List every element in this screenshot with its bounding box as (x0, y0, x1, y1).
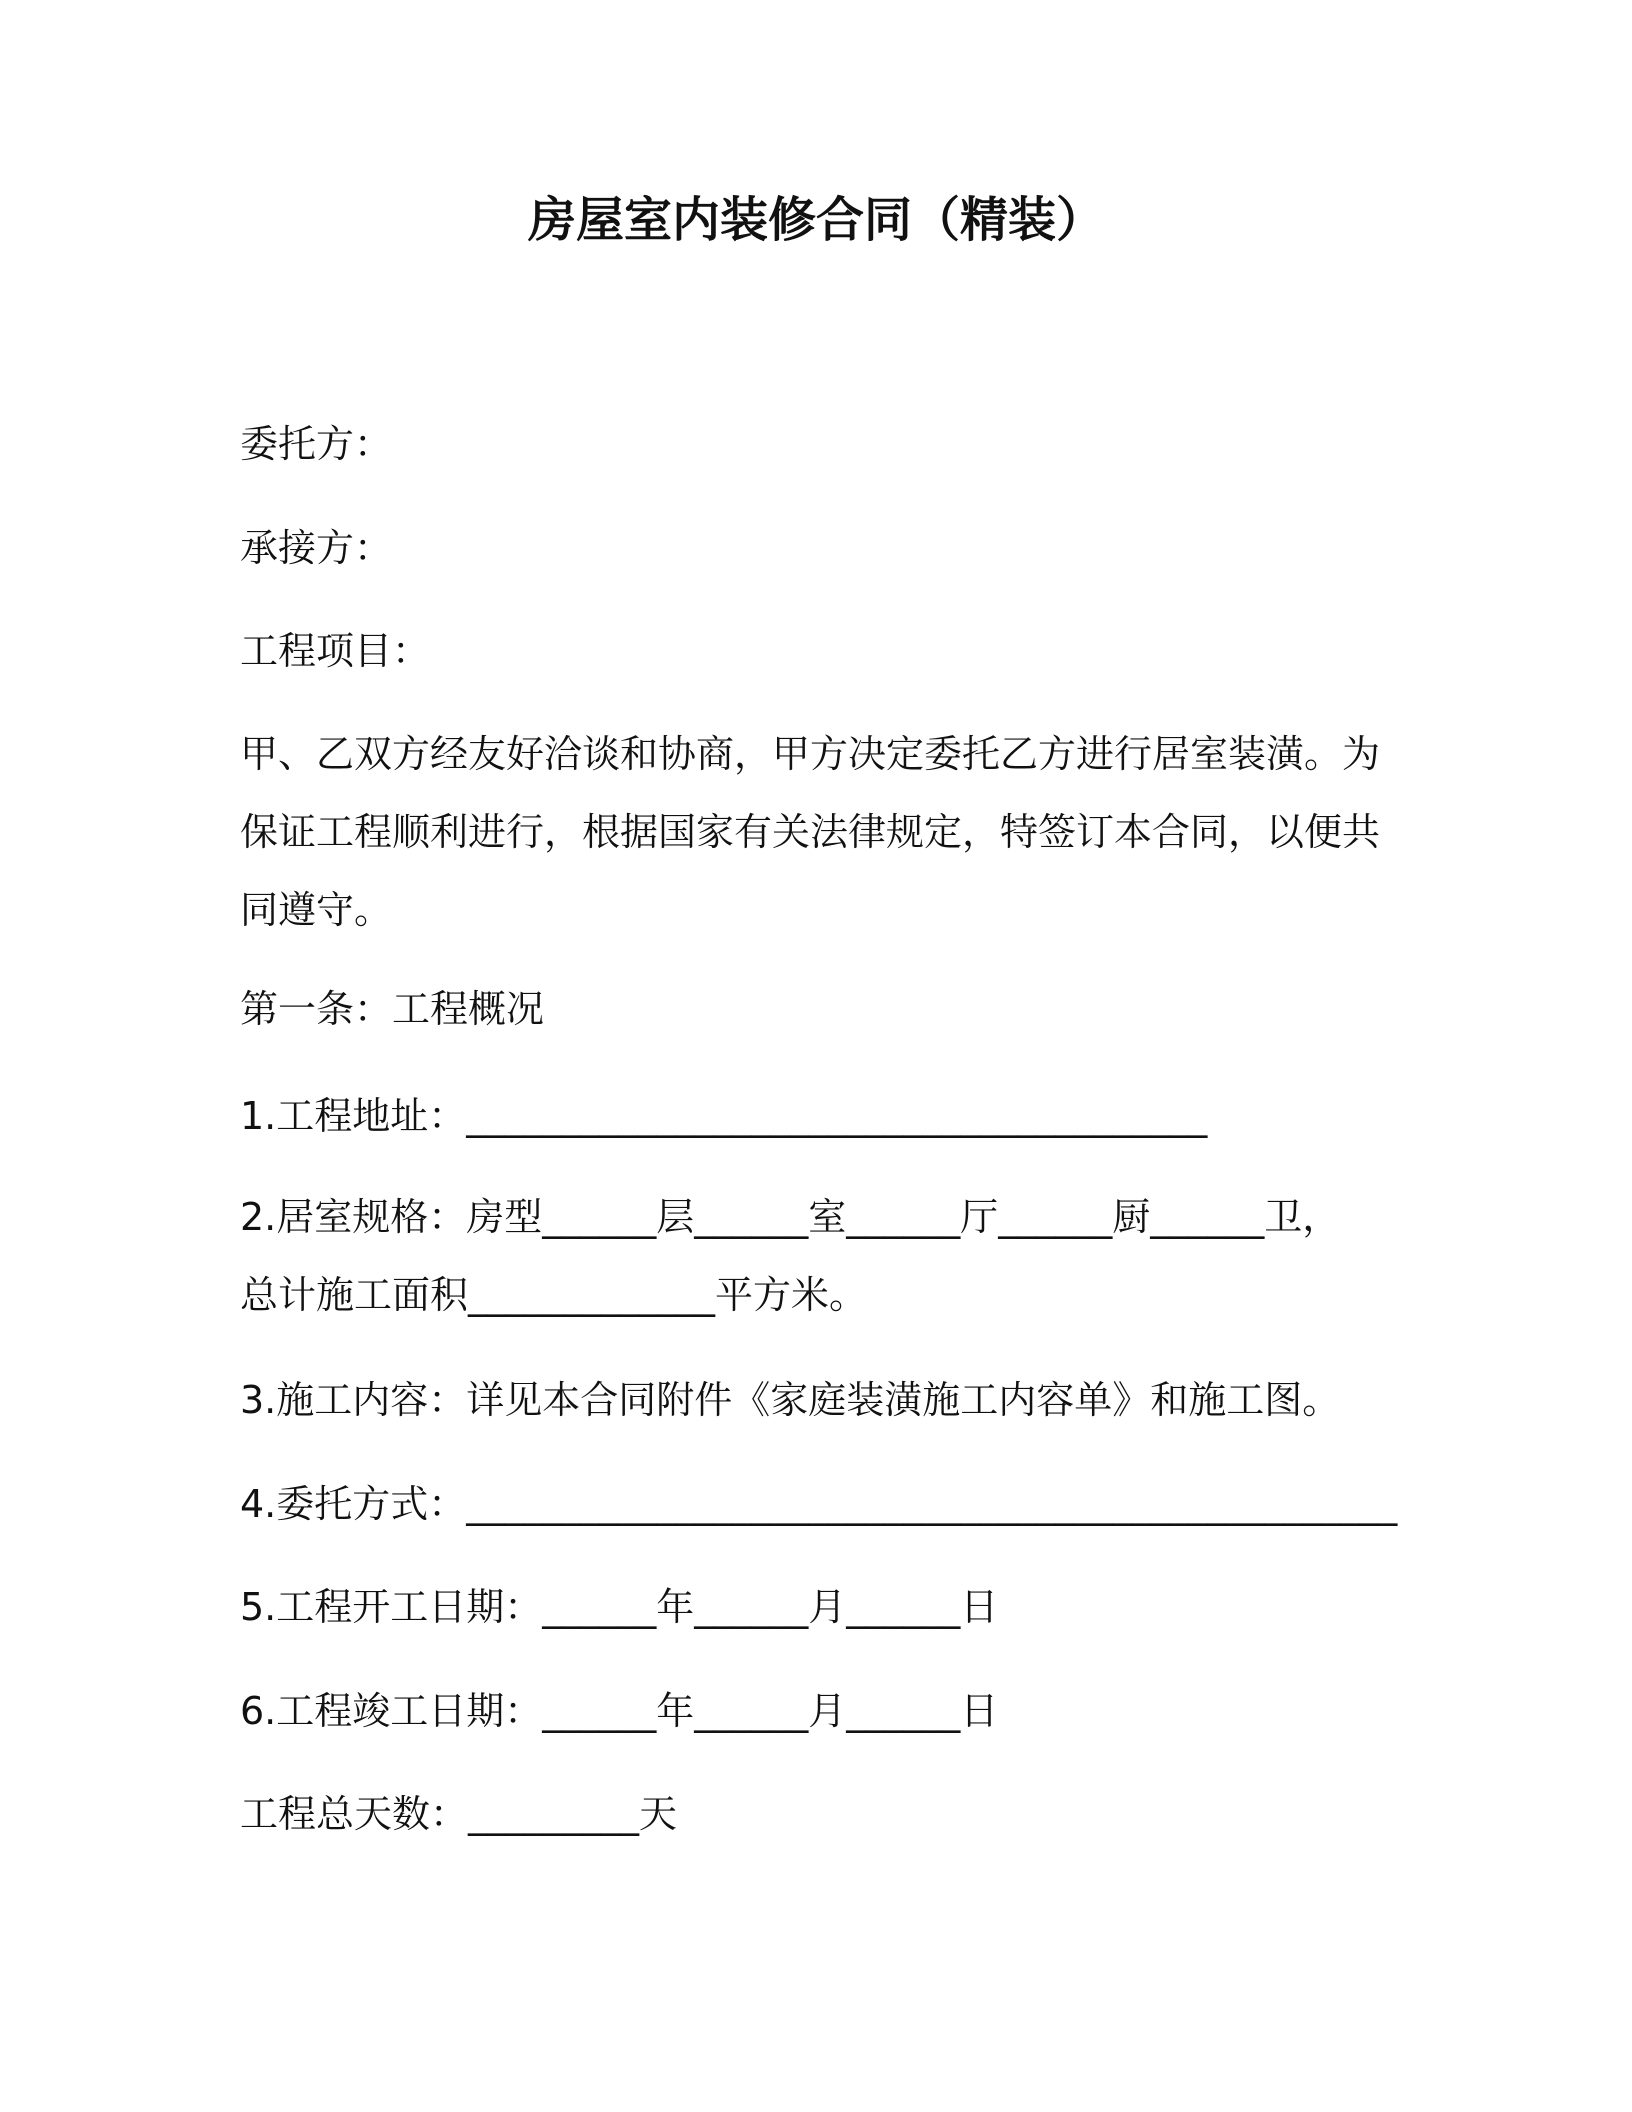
client-line: 委托方： (240, 422, 393, 466)
item-2-line-2: 总计施工面积_____________平方米。 (240, 1273, 868, 1317)
intro-line-3: 同遵守。 (240, 888, 393, 932)
intro-paragraph (240, 715, 1381, 949)
item-3-content: 3.施工内容：详见本合同附件《家庭装潢施工内容单》和施工图。 (240, 1378, 1341, 1422)
item-6-end-date: 6.工程竣工日期：______年______月______日 (240, 1689, 999, 1733)
item-2-line-1: 2.居室规格：房型______层______室______厅______厨______卫， (240, 1195, 1341, 1239)
article-1-heading: 第一条：工程概况 (240, 987, 545, 1031)
project-line: 工程项目： (240, 629, 431, 673)
item-4-method: 4.委托方式：_________________________________________________ (240, 1482, 1398, 1526)
document-title: 房屋室内装修合同（精装） (527, 192, 1104, 248)
contractor-line: 承接方： (240, 526, 393, 570)
intro-line-1: 甲、乙双方经友好洽谈和协商，甲方决定委托乙方进行居室装潢。为 (240, 732, 1381, 776)
item-2-specs (240, 1178, 1360, 1334)
intro-line-2: 保证工程顺利进行，根据国家有关法律规定，特签订本合同，以便共 (240, 810, 1381, 854)
total-days-line: 工程总天数：_________天 (240, 1792, 678, 1836)
item-5-start-date: 5.工程开工日期：______年______月______日 (240, 1585, 999, 1629)
item-1-address: 1.工程地址：_______________________________________ (240, 1094, 1208, 1138)
